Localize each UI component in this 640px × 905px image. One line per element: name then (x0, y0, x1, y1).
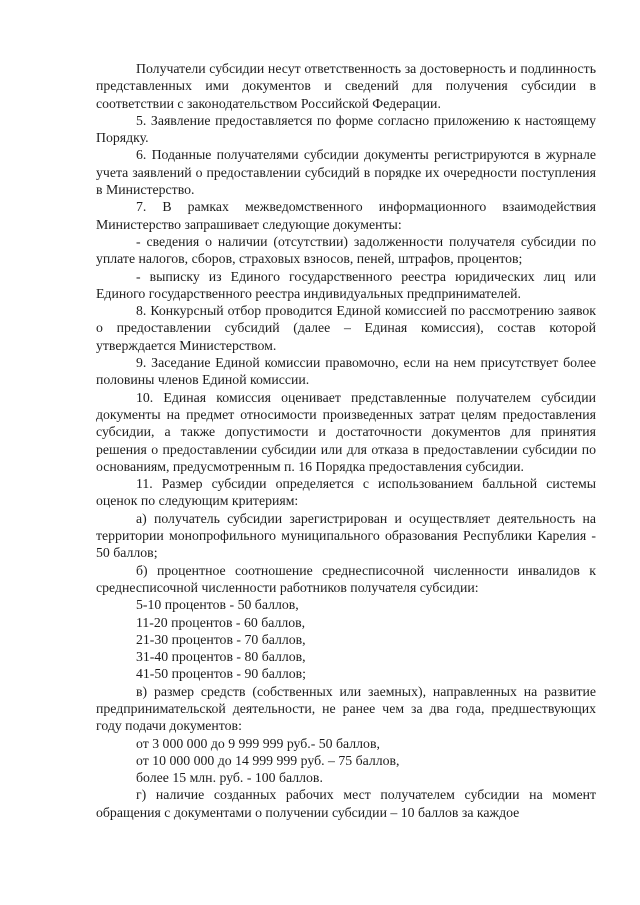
criterion-g: г) наличие созданных рабочих мест получателем субсидии на момент обращения с документами о получении субсидии – 10 баллов за каждое (96, 787, 596, 820)
paragraph-responsibility: Получатели субсидии несут ответственность за достоверность и подлинность представленных ими документов и сведений для получения субсидии в соответствии с законодательством Российской Федерации. (96, 61, 596, 111)
score-line: от 3 000 000 до 9 999 999 руб.- 50 баллов, (136, 735, 380, 751)
document-page (96, 60, 596, 821)
criterion-b: б) процентное соотношение среднесписочной численности инвалидов к среднесписочной численности работников получателя субсидии: (96, 562, 596, 595)
score-line: 21-30 процентов - 70 баллов, (136, 631, 306, 647)
criterion-v: в) размер средств (собственных или заемных), направленных на развитие предпринимательской деятельности, не ранее чем за два года, предшествующих году подачи документов: (96, 683, 596, 734)
paragraph-item-10: 10. Единая комиссия оценивает представленные получателем субсидии документы на предмет относимости произведенных затрат целям предоставления субсидии, а также допустимости и достаточности документов для принятия решения о предоставлении субсидии или для отказа в предоставлении субсидии по основаниям, предусмотренным п. 16 Порядка предоставления субсидии. (96, 389, 596, 474)
paragraph-item-6: 6. Поданные получателями субсидии документы регистрируются в журнале учета заявлений о предоставлении субсидий в порядке их очередности поступления в Министерство. (96, 147, 596, 198)
paragraph-item-9: 9. Заседание Единой комиссии правомочно, если на нем присутствует более половины членов Единой комиссии. (96, 355, 596, 388)
score-line: 31-40 процентов - 80 баллов, (136, 649, 306, 665)
paragraph-item-7: 7. В рамках межведомственного информационного взаимодействия Министерство запрашивает следующие документы: (96, 199, 596, 232)
score-line: более 15 млн. руб. - 100 баллов. (136, 770, 323, 786)
score-line: от 10 000 000 до 14 999 999 руб. – 75 баллов, (136, 752, 400, 768)
score-line: 5-10 процентов - 50 баллов, (136, 597, 299, 613)
paragraph-item-5: 5. Заявление предоставляется по форме согласно приложению к настоящему Порядку. (96, 112, 596, 146)
list-item-debt-info: - сведения о наличии (отсутствии) задолженности получателя субсидии по уплате налогов, сборов, страховых взносов, пеней, штрафов, процентов; (96, 233, 596, 267)
score-line: 11-20 процентов - 60 баллов, (136, 614, 306, 630)
list-item-registry-extract: - выписку из Единого государственного реестра юридических лиц или Единого государственного реестра индивидуальных предпринимателей. (96, 268, 596, 301)
criterion-a: а) получатель субсидии зарегистрирован и осуществляет деятельность на территории монопрофильного муниципального образования Республики Карелия - 50 баллов; (96, 510, 596, 561)
paragraph-item-11: 11. Размер субсидии определяется с использованием балльной системы оценок по следующим критериям: (96, 476, 596, 509)
score-line: 41-50 процентов - 90 баллов; (136, 666, 306, 682)
paragraph-item-8: 8. Конкурсный отбор проводится Единой комиссией по рассмотрению заявок о предоставлении субсидий (далее – Единая комиссия), состав которой утверждается Министерством. (96, 303, 596, 353)
